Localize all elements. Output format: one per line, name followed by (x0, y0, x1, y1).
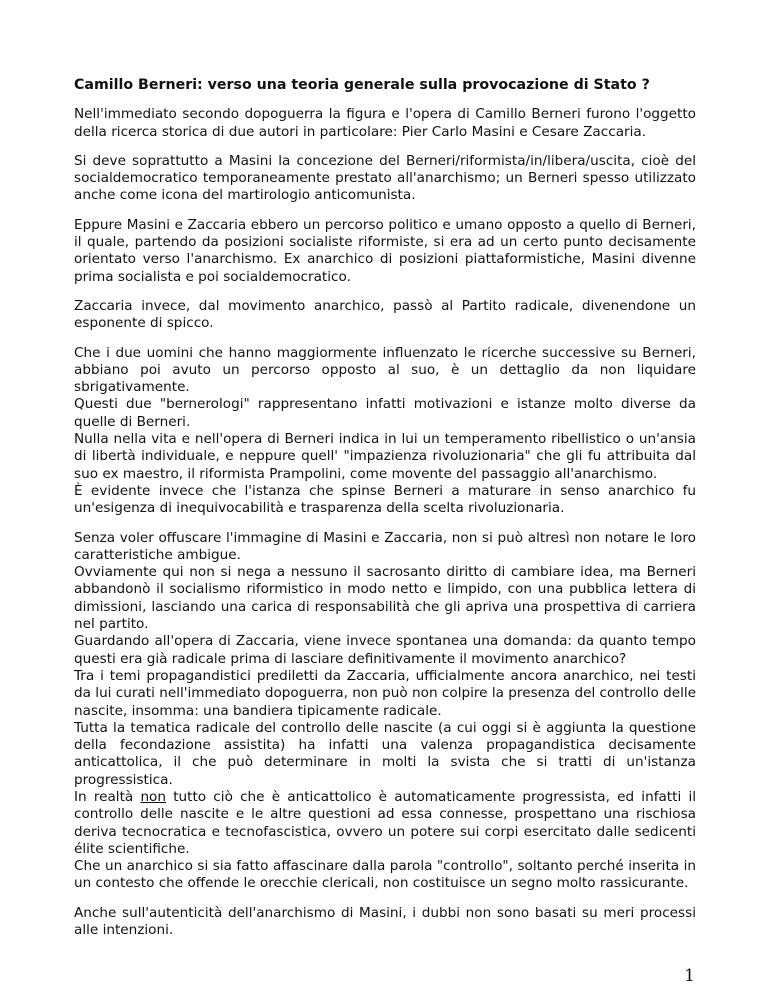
underlined-word: non (140, 788, 166, 805)
paragraph-3: Eppure Masini e Zaccaria ebbero un percorso politico e umano opposto a quello di Berneri, il quale, partendo da posizioni socialiste riformiste, si era ad un certo punto decisamente orientato verso l'anarchismo. Ex anarchico di posizioni piattaformistiche, Masini divenne prima socialista e poi socialdemocratico. (74, 216, 696, 285)
sentence-post: tutto ciò che è anticattolico è automaticamente progressista, ed infatti il controllo delle nascite e le altre questioni ad essa connesse, prospettano una rischiosa deriva tecnocratica e tecnofascistica, ovvero un potere sui corpi esercitato dalle sedicenti élite scientifiche. (74, 788, 696, 857)
block1-line-2: Questi due "bernerologi" rappresentano infatti motivazioni e istanze molto diverse da quelle di Berneri. (74, 396, 696, 430)
paragraph-1: Nell'immediato secondo dopoguerra la figura e l'opera di Camillo Berneri furono l'oggetto della ricerca storica di due autori in particolare: Pier Carlo Masini e Cesare Zaccaria. (74, 106, 696, 140)
sentence-pre: In realtà (74, 788, 141, 805)
document-title: Camillo Berneri: verso una teoria generale sulla provocazione di Stato ? (74, 77, 650, 93)
paragraph-last: Anche sull'autenticità dell'anarchismo di Masini, i dubbi non sono basati su meri processi alle intenzioni. (74, 904, 696, 939)
block2-line-4: Tra i temi propagandistici prediletti da Zaccaria, ufficialmente ancora anarchico, nei testi da lui curati nell'immediato dopoguerra, non può non colpire la presenza del controllo delle nascite, insomma: una bandiera tipicamente radicale. (74, 667, 696, 719)
block1-line-1: Che i due uomini che hanno maggiormente influenzato le ricerche successive su Berneri, abbiano poi avuto un percorso opposto al suo, è un dettaglio da non liquidare sbrigativamente. (74, 344, 696, 396)
document-page (74, 77, 696, 951)
paragraph-block-ambiguita (74, 530, 696, 893)
block2-line-7: Che un anarchico si sia fatto affascinare dalla parola "controllo", soltanto perché inserita in un contesto che offende le orecchie clericali, non costituisce un segno molto rassicurante. (74, 858, 696, 892)
block1-line-4: È evidente invece che l'istanza che spinse Berneri a maturare in senso anarchico fu un'esigenza di inequivocabilità e trasparenza della scelta rivoluzionaria. (74, 482, 696, 517)
page-number: 1 (684, 966, 695, 986)
block2-line-2: Ovviamente qui non si nega a nessuno il sacrosanto diritto di cambiare idea, ma Berneri abbandonò il socialismo riformistico in modo netto e limpido, con una pubblica lettera di dimissioni, lasciando una carica di responsabilità che gli apriva una prospettiva di carriera nel partito. (74, 564, 696, 633)
block1-line-3: Nulla nella vita e nell'opera di Berneri indica in lui un temperamento ribellistico o un'ansia di libertà individuale, e neppure quell' "impazienza rivoluzionaria" che gli fu attribuita dal suo ex maestro, il riformista Prampolini, come movente del passaggio all'anarchismo. (74, 431, 696, 482)
paragraph-2: Si deve soprattutto a Masini la concezione del Berneri/riformista/in/libera/uscita, cioè del socialdemocratico temporaneamente prestato all'anarchismo; un Berneri spesso utilizzato anche come icona del martirologio anticomunista. (74, 152, 696, 204)
block2-line-1: Senza voler offuscare l'immagine di Masini e Zaccaria, non si può altresì non notare le loro caratteristiche ambigue. (74, 529, 696, 563)
paragraph-block-bernerologi (74, 345, 696, 518)
block2-line-3: Guardando all'opera di Zaccaria, viene invece spontanea una domanda: da quanto tempo questi era già radicale prima di lasciare definitivamente il movimento anarchico? (74, 633, 696, 667)
block2-line-5: Tutta la tematica radicale del controllo delle nascite (a cui oggi si è aggiunta la questione della fecondazione assistita) ha infatti una valenza propagandistica decisamente anticattolica, il che può determinare in molti la svista che si tratti di un'istanza progressistica. (74, 719, 696, 788)
paragraph-4: Zaccaria invece, dal movimento anarchico, passò al Partito radicale, divenendone un esponente di spicco. (74, 297, 696, 332)
block2-underlined-sentence (74, 789, 696, 858)
